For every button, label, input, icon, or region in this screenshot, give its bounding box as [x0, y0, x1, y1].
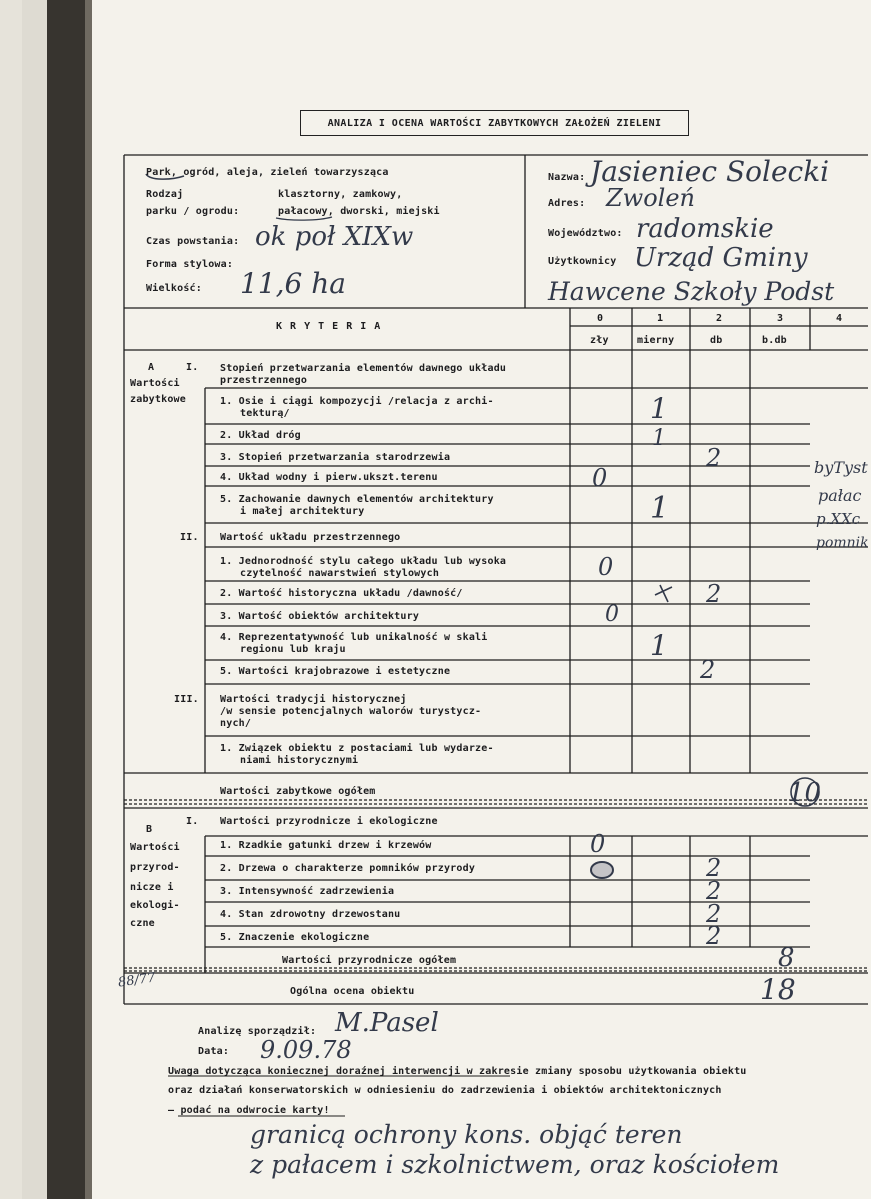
uwaga-emphasis: Uwaga dotycząca koniecznej doraźnej interwencji	[168, 1066, 461, 1077]
score-mark: 0	[598, 553, 614, 581]
rodzaj-label: Rodzaj	[146, 189, 184, 200]
section-b-label: ekologi-	[130, 900, 180, 911]
criterion-row: 4. Stan zdrowotny drzewostanu	[220, 909, 401, 920]
wielkosc-value: 11,6 ha	[240, 267, 346, 300]
score-mark: 1	[650, 629, 668, 662]
total-b-value: 8	[778, 943, 795, 973]
section-a-letter: A	[148, 362, 155, 373]
uzytkownicy-value-2: Hawcene Szkoły Podst	[548, 277, 835, 306]
section-b-label: czne	[130, 918, 155, 929]
group-title: przestrzennego	[220, 375, 308, 386]
scale-label-3: b.db	[762, 335, 787, 346]
score-mark: 2	[706, 922, 722, 950]
section-b-title: Wartości przyrodnicze i ekologiczne	[220, 816, 438, 827]
rodzaj-option-2: pałacowy, dworski, miejski	[278, 206, 440, 217]
handwritten-note-1: granicą ochrony kons. objąć teren	[250, 1120, 683, 1149]
nazwa-value: Jasieniec Solecki	[590, 155, 830, 188]
total-b-label: Wartości przyrodnicze ogółem	[282, 955, 457, 966]
wojewodztwo-value: radomskie	[636, 214, 774, 244]
score-mark: 0	[590, 830, 606, 858]
score-mark: 1	[650, 491, 670, 526]
criterion-row: 3. Stopień przetwarzania starodrzewia	[220, 452, 451, 463]
data-label: Data:	[198, 1046, 230, 1057]
criterion-row: tekturą/	[240, 408, 290, 419]
criterion-row: niami historycznymi	[240, 755, 359, 766]
forma-label: Forma stylowa:	[146, 259, 234, 270]
section-a-label-1: Wartości	[130, 378, 180, 389]
criterion-row: 1. Jednorodność stylu całego układu lub wysoka	[220, 556, 507, 567]
total-a-value: 10	[788, 778, 822, 808]
analiza-signature: M.Pasel	[335, 1008, 439, 1038]
uwaga-instruction: podać na odwrocie karty!	[180, 1105, 330, 1116]
section-b-label: przyrod-	[130, 862, 180, 873]
nazwa-label: Nazwa:	[548, 172, 586, 183]
criterion-row: 2. Układ dróg	[220, 430, 301, 441]
criterion-row: 1. Rzadkie gatunki drzew i krzewów	[220, 840, 432, 851]
scale-num-2: 2	[716, 313, 723, 324]
criterion-row: 4. Reprezentatywność lub unikalność w skali	[220, 632, 488, 643]
group-roman: III.	[174, 694, 199, 705]
data-value: 9.09.78	[260, 1036, 352, 1064]
wojewodztwo-label: Województwo:	[548, 228, 623, 239]
criterion-row: 2. Wartość historyczna układu /dawność/	[220, 588, 463, 599]
scale-num-1: 1	[657, 313, 664, 324]
criterion-row: 2. Drzewa o charakterze pomników przyrody	[220, 863, 476, 874]
group-title: Wartości tradycji historycznej	[220, 694, 407, 705]
score-mark: 2	[706, 877, 722, 905]
margin-note: pomnik	[816, 535, 869, 551]
group-title: Stopień przetwarzania elementów dawnego układu	[220, 363, 507, 374]
uzytkownicy-label: Użytkownicy	[548, 256, 617, 267]
analiza-label: Analizę sporządził:	[198, 1026, 317, 1037]
score-mark: 1	[652, 426, 666, 451]
uwaga-line-2: oraz działań konserwatorskich w odniesieniu do zadrzewienia i obiektów architektonicznych	[168, 1085, 722, 1096]
score-mark: 2	[706, 854, 722, 882]
score-mark: 2	[706, 900, 722, 928]
handwritten-note-2: z pałacem i szkolnictwem, oraz kościołem	[250, 1150, 780, 1179]
uwaga-line-1	[168, 1066, 747, 1077]
scale-num-4: 4	[836, 313, 843, 324]
criterion-row: 1. Związek obiektu z postaciami lub wydarze-	[220, 743, 494, 754]
adres-value: Zwoleń	[606, 184, 696, 212]
score-mark: 2	[706, 580, 722, 608]
overall-label: Ogólna ocena obiektu	[290, 986, 415, 997]
score-mark: 2	[706, 444, 722, 472]
section-a-label-2: zabytkowe	[130, 394, 186, 405]
margin-note: p.XXc	[816, 510, 861, 528]
scale-label-2: db	[710, 335, 723, 346]
kryteria-heading: K R Y T E R I A	[276, 321, 382, 332]
reference-number: 88/77	[117, 970, 157, 991]
scale-label-0: zły	[590, 335, 609, 346]
section-b-roman: I.	[186, 816, 199, 827]
group-roman: II.	[180, 532, 199, 543]
uzytkownicy-value-1: Urząd Gminy	[634, 243, 808, 273]
czas-value: ok poł XIXw	[255, 222, 414, 252]
uwaga-rest: w zakresie zmiany sposobu użytkowania obiektu	[460, 1066, 747, 1077]
overall-value: 18	[760, 973, 796, 1006]
score-mark: 0	[605, 602, 619, 627]
parku-label: parku / ogrodu:	[146, 206, 240, 217]
score-mark: 1	[650, 392, 668, 425]
scale-num-0: 0	[597, 313, 604, 324]
total-a-label: Wartości zabytkowe ogółem	[220, 786, 376, 797]
margin-note: pałac	[818, 486, 862, 505]
group-title: /w sensie potencjalnych walorów turystycz-	[220, 706, 482, 717]
criterion-row: 3. Wartość obiektów architektury	[220, 611, 420, 622]
criterion-row: 3. Intensywność zadrzewienia	[220, 886, 395, 897]
adres-label: Adres:	[548, 198, 586, 209]
section-b-letter: B	[146, 824, 153, 835]
scale-label-1: mierny	[637, 335, 675, 346]
criterion-row: 5. Znaczenie ekologiczne	[220, 932, 370, 943]
rodzaj-option-1: klasztorny, zamkowy,	[278, 189, 403, 200]
section-b-label: nicze i	[130, 882, 174, 893]
criterion-row: 5. Wartości krajobrazowe i estetyczne	[220, 666, 451, 677]
criterion-row: regionu lub kraju	[240, 644, 346, 655]
group-roman: I.	[186, 362, 199, 373]
scale-num-3: 3	[777, 313, 784, 324]
section-b-label: Wartości	[130, 842, 180, 853]
criterion-row: 5. Zachowanie dawnych elementów architektury	[220, 494, 494, 505]
czas-label: Czas powstania:	[146, 236, 240, 247]
form-title: ANALIZA I OCENA WARTOŚCI ZABYTKOWYCH ZAŁOŻEŃ ZIELENI	[327, 118, 662, 129]
group-title: Wartość układu przestrzennego	[220, 532, 401, 543]
uwaga-line-3	[168, 1105, 330, 1116]
wielkosc-label: Wielkość:	[146, 283, 202, 294]
criterion-row: i małej architektury	[240, 506, 365, 517]
margin-note: byTyst	[814, 458, 868, 477]
group-title: nych/	[220, 718, 252, 729]
score-mark: 0	[592, 464, 608, 492]
score-mark: 2	[700, 656, 716, 684]
uwaga-dash: –	[168, 1105, 181, 1116]
criterion-row: 1. Osie i ciągi kompozycji /relacja z archi-	[220, 396, 494, 407]
criterion-row: 4. Układ wodny i pierw.ukszt.terenu	[220, 472, 438, 483]
park-type-line: Park, ogród, aleja, zieleń towarzysząca	[146, 167, 389, 178]
criterion-row: czytelność nawarstwień stylowych	[240, 568, 440, 579]
